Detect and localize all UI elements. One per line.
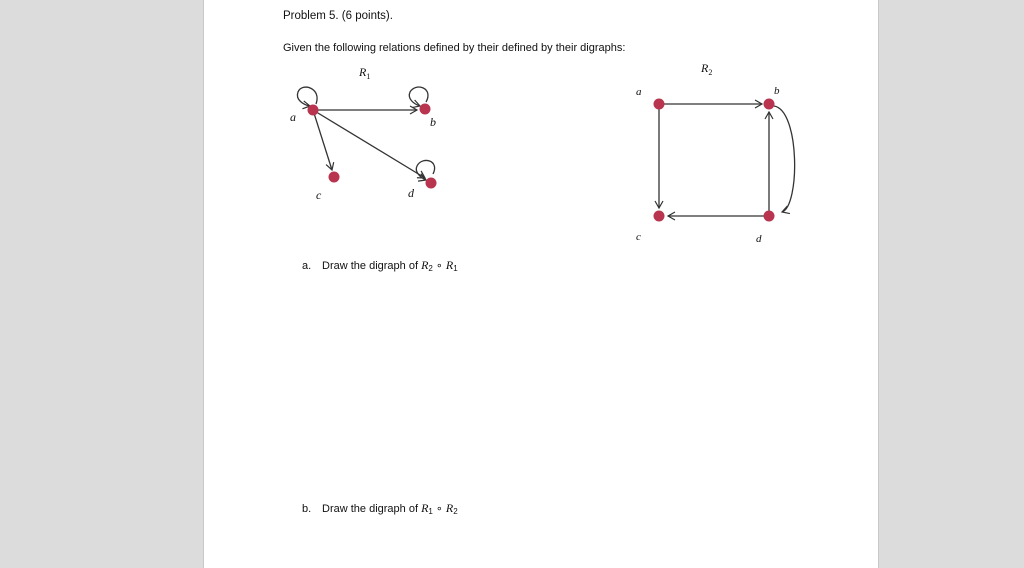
question-b-sub-right: 2 [453, 507, 458, 516]
r2-node-c [654, 211, 665, 222]
r1-label: $R_1$ [359, 65, 371, 81]
r1-loop-d [416, 160, 434, 180]
r2-label-b: b [774, 85, 780, 97]
problem-title: Problem 5. (6 points). [283, 10, 393, 22]
r2-edge-b-d [774, 106, 795, 212]
r1-label-c: c [316, 188, 322, 202]
r1-node-a [308, 105, 319, 116]
question-a-r-left: R [421, 258, 429, 272]
problem-intro: Given the following relations defined by their defined by their digraphs: [283, 42, 626, 54]
question-a-op: ∘ [432, 260, 446, 272]
question-a-label: a. [302, 260, 312, 272]
question-b-r-right: R [445, 501, 454, 515]
document-page [203, 0, 879, 568]
question-b-text: Draw the digraph of [322, 503, 422, 515]
question-a-sub-left: 2 [428, 264, 433, 273]
r2-label-a: a [636, 86, 642, 98]
r1-edge-a-d [313, 110, 425, 178]
question-b-r-left: R [421, 501, 429, 515]
r2-label-c: c [636, 231, 641, 243]
r2-label-d: d [756, 233, 762, 245]
digraphs-figure [204, 0, 878, 568]
question-a-r-right: R [445, 258, 454, 272]
r2-digraph [636, 61, 795, 245]
question-a-sub-right: 1 [453, 264, 458, 273]
r1-loop-a [297, 87, 317, 106]
r1-node-c [329, 172, 340, 183]
r2-node-a [654, 99, 665, 110]
r2-label: $R_2$ [701, 61, 713, 77]
r2-node-d [764, 211, 775, 222]
r2-node-b [764, 99, 775, 110]
question-b-op: ∘ [432, 503, 446, 515]
r1-edge-a-c [313, 110, 332, 170]
r1-node-b [420, 104, 431, 115]
question-a-text: Draw the digraph of [322, 260, 422, 272]
r1-label-a: a [290, 110, 296, 124]
r1-loop-b [409, 87, 428, 106]
question-b-sub-left: 1 [428, 507, 433, 516]
r1-node-d [426, 178, 437, 189]
question-b-label: b. [302, 503, 312, 515]
r1-digraph [290, 65, 437, 202]
r1-label-d: d [408, 186, 414, 200]
question-b [302, 501, 458, 516]
question-a [302, 258, 458, 273]
r1-label-b: b [430, 115, 436, 129]
